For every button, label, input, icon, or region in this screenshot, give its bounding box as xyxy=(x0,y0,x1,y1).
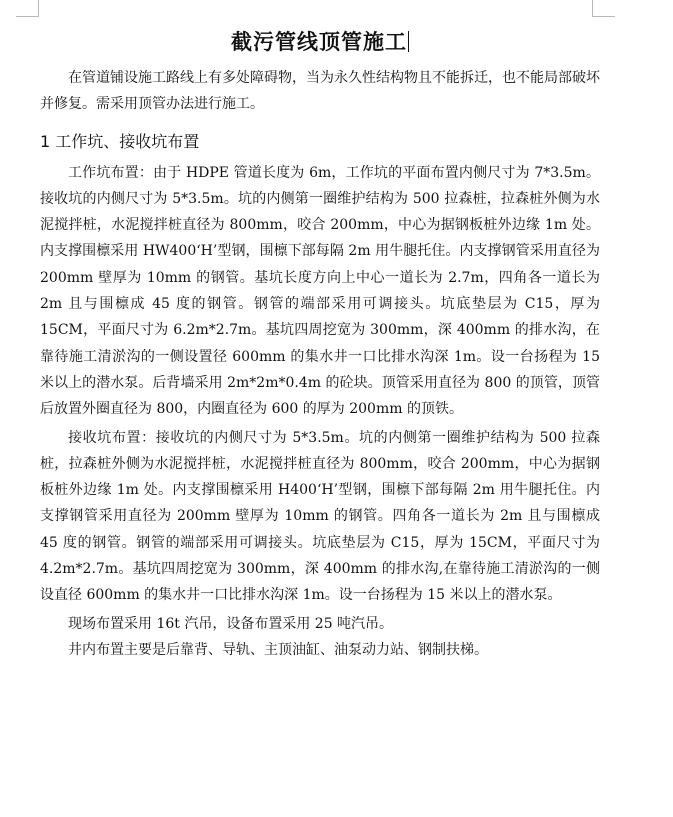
text-cursor xyxy=(408,31,409,52)
section-heading[interactable]: 1 工作坑、接收坑布置 xyxy=(40,131,200,151)
intro-paragraph[interactable]: 在管道铺设施工路线上有多处障碍物，当为永久性结构物且不能拆迁，也不能局部破坏并修复。需采用顶管办法进行施工。 xyxy=(40,70,600,113)
page-corner-mark-right xyxy=(592,0,615,17)
paragraph-receiving-pit[interactable]: 接收坑布置：接收坑的内侧尺寸为 5*3.5m。坑的内侧第一圈维护结构为 500 拉森桩，拉森桩外侧为水泥搅拌桩，水泥搅拌桩直径为 800mm，咬合 200mm，中心为据钢板桩外边缘 1m 处。内支撑围檩采用 H400‘H’型钢，围檩下部每隔 2m 用牛腿托住。内支撑钢管采用直径为 200mm 壁厚为 10mm 的钢管。四角各一道长为 2m 且与围檩成 45 度的钢管。钢管的端部采用可调接头。坑底垫层为 C15，厚为 15CM，平面尺寸为 4.2m*2.7m。基坑四周挖宽为 300mm，深 400mm 的排水沟,在靠待施工清淤沟的一侧设直径 600mm 的集水井一口比排水沟深 1m。设一台扬程为 15 米以上的潜水泵。 xyxy=(40,429,600,604)
document-title-text[interactable]: 截污管线顶管施工 xyxy=(231,29,407,54)
document-page[interactable] xyxy=(40,26,600,663)
paragraph-site-layout[interactable]: 现场布置采用 16t 汽吊，设备布置采用 25 吨汽吊。 xyxy=(68,615,394,632)
page-corner-mark-left xyxy=(16,0,39,17)
document-title[interactable] xyxy=(40,26,600,56)
paragraph-well-layout[interactable]: 井内布置主要是后靠背、导轨、主顶油缸、油泵动力站、钢制扶梯。 xyxy=(68,641,488,658)
paragraph-work-pit[interactable]: 工作坑布置：由于 HDPE 管道长度为 6m，工作坑的平面布置内侧尺寸为 7*3.5m。接收坑的内侧尺寸为 5*3.5m。坑的内侧第一圈维护结构为 500 拉森桩，拉森桩外侧为水泥搅拌桩，水泥搅拌桩直径为 800mm，咬合 200mm，中心为据钢板桩外边缘 1m 处。内支撑围檩采用 HW400‘H’型钢，围檩下部每隔 2m 用牛腿托住。内支撑钢管采用直径为 200mm 壁厚为 10mm 的钢管。基坑长度方向上中心一道长为 2.7m，四角各一道长为 2m 且与围檩成 45 度的钢管。钢管的端部采用可调接头。坑底垫层为 C15，厚为 15CM，平面尺寸为 6.2m*2.7m。基坑四周挖宽为 300mm，深 400mm 的排水沟，在靠待施工清淤沟的一侧设置径 600mm 的集水井一口比排水沟深 1m。设一台扬程为 15 米以上的潜水泵。后背墙采用 2m*2m*0.4m 的砼块。顶管采用直径为 800 的顶管，顶管后放置外圈直径为 800，内圈直径为 600 的厚为 200mm 的顶铁。 xyxy=(40,164,600,418)
